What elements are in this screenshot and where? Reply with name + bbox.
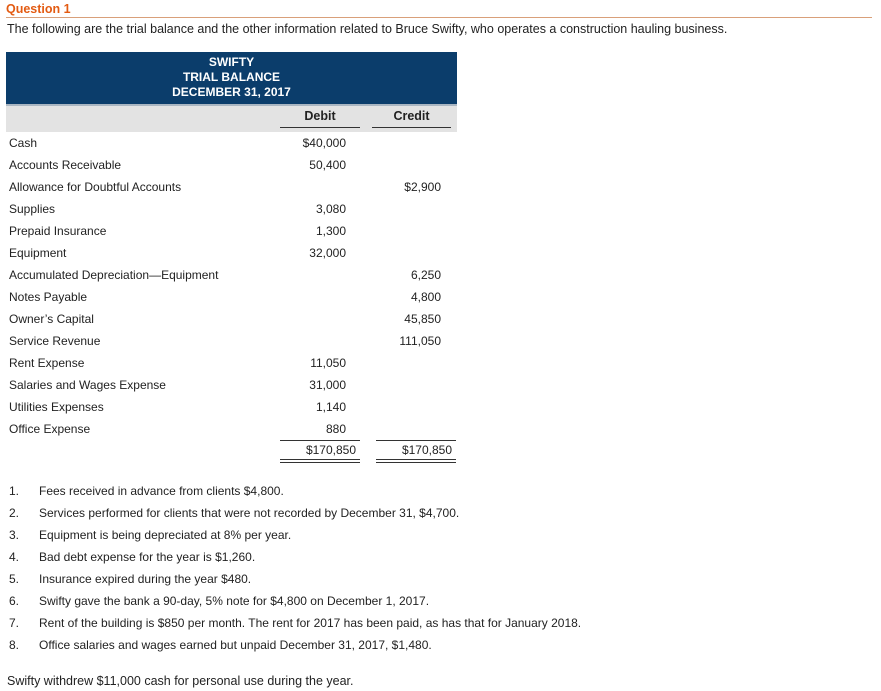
title-divider — [6, 17, 872, 18]
credit-column-header — [366, 106, 457, 132]
table-row — [6, 286, 457, 308]
total-credit-double-rule-1 — [376, 459, 456, 460]
table-row — [6, 154, 457, 176]
account-name: Utilities Expenses — [9, 400, 104, 414]
list-item-text: Swifty gave the bank a 90-day, 5% note for $4,800 on December 1, 2017. — [39, 594, 430, 608]
debit-amount: 1,140 — [315, 400, 346, 414]
list-item-number: 3. — [9, 528, 20, 542]
statement-date: DECEMBER 31, 2017 — [172, 85, 291, 99]
list-item-text: Fees received in advance from clients $4,800. — [39, 484, 284, 498]
table-row — [6, 330, 457, 352]
total-credit-rule — [376, 440, 456, 441]
list-item-number: 5. — [9, 572, 20, 586]
debit-amount: 880 — [325, 422, 346, 436]
account-name: Salaries and Wages Expense — [9, 378, 166, 392]
list-item-text: Bad debt expense for the year is $1,260. — [39, 550, 256, 564]
account-name: Cash — [9, 136, 38, 150]
debit-amount: 3,080 — [315, 202, 346, 216]
table-row — [6, 198, 457, 220]
account-name: Rent Expense — [9, 356, 85, 370]
credit-amount: 45,850 — [404, 312, 441, 326]
question-intro: The following are the trial balance and the other information related to Bruce Swifty, who operates a construction hauling business. — [7, 22, 728, 36]
debit-amount: 1,300 — [315, 224, 346, 238]
credit-header-label: Credit — [393, 109, 430, 123]
account-name: Accounts Receivable — [9, 158, 122, 172]
list-item-number: 7. — [9, 616, 20, 630]
table-row — [6, 264, 457, 286]
total-debit-value: $170,850 — [305, 443, 356, 457]
total-credit — [376, 439, 456, 465]
total-debit-rule — [280, 440, 360, 441]
debit-amount: 50,400 — [309, 158, 346, 172]
debit-amount: $40,000 — [302, 136, 346, 150]
account-name: Service Revenue — [9, 334, 101, 348]
list-item-number: 8. — [9, 638, 20, 652]
total-debit — [280, 439, 360, 465]
table-row — [6, 242, 457, 264]
list-item-number: 6. — [9, 594, 20, 608]
debit-column-header — [274, 106, 366, 132]
list-item — [9, 594, 769, 616]
list-item — [9, 550, 769, 572]
credit-amount: 4,800 — [410, 290, 441, 304]
list-item-text: Insurance expired during the year $480. — [39, 572, 252, 586]
credit-amount: $2,900 — [404, 180, 441, 194]
debit-header-underline — [280, 127, 360, 128]
list-item-number: 1. — [9, 484, 20, 498]
table-row — [6, 418, 457, 440]
table-row — [6, 220, 457, 242]
list-item-text: Office salaries and wages earned but unpaid December 31, 2017, $1,480. — [39, 638, 432, 652]
account-name: Accumulated Depreciation—Equipment — [9, 268, 219, 282]
table-row — [6, 374, 457, 396]
credit-header-underline — [372, 127, 451, 128]
credit-amount: 6,250 — [410, 268, 441, 282]
table-row — [6, 176, 457, 198]
list-item-text: Rent of the building is $850 per month. The rent for 2017 has been paid, as has that for January 2018. — [39, 616, 582, 630]
total-credit-value: $170,850 — [401, 443, 452, 457]
account-name: Office Expense — [9, 422, 91, 436]
account-name: Notes Payable — [9, 290, 88, 304]
statement-title: TRIAL BALANCE — [182, 70, 281, 84]
list-item — [9, 506, 769, 528]
table-row — [6, 308, 457, 330]
list-item-text: Services performed for clients that were not recorded by December 31, $4,700. — [39, 506, 460, 520]
debit-amount: 11,050 — [310, 356, 346, 370]
list-item — [9, 572, 769, 594]
debit-header-label: Debit — [304, 109, 336, 123]
total-debit-double-rule-1 — [280, 459, 360, 460]
trial-balance-header — [6, 52, 457, 106]
account-name: Prepaid Insurance — [9, 224, 107, 238]
withdrawal-note: Swifty withdrew $11,000 cash for personal use during the year. — [7, 674, 354, 688]
debit-amount: 31,000 — [309, 378, 346, 392]
question-title: Question 1 — [6, 2, 71, 16]
credit-amount: 111,050 — [399, 334, 441, 348]
account-name: Equipment — [9, 246, 67, 260]
list-item-number: 2. — [9, 506, 20, 520]
total-debit-double-rule-2 — [280, 462, 360, 463]
account-name: Owner’s Capital — [9, 312, 94, 326]
list-item — [9, 484, 769, 506]
total-credit-double-rule-2 — [376, 462, 456, 463]
account-name: Supplies — [9, 202, 56, 216]
list-item — [9, 528, 769, 550]
account-name: Allowance for Doubtful Accounts — [9, 180, 182, 194]
debit-amount: 32,000 — [309, 246, 346, 260]
list-item-text: Equipment is being depreciated at 8% per year. — [39, 528, 292, 542]
list-item — [9, 638, 769, 660]
company-name: SWIFTY — [208, 55, 255, 69]
table-row — [6, 352, 457, 374]
table-row — [6, 396, 457, 418]
table-row — [6, 132, 457, 154]
account-column-header — [6, 106, 274, 132]
list-item — [9, 616, 769, 638]
list-item-number: 4. — [9, 550, 20, 564]
